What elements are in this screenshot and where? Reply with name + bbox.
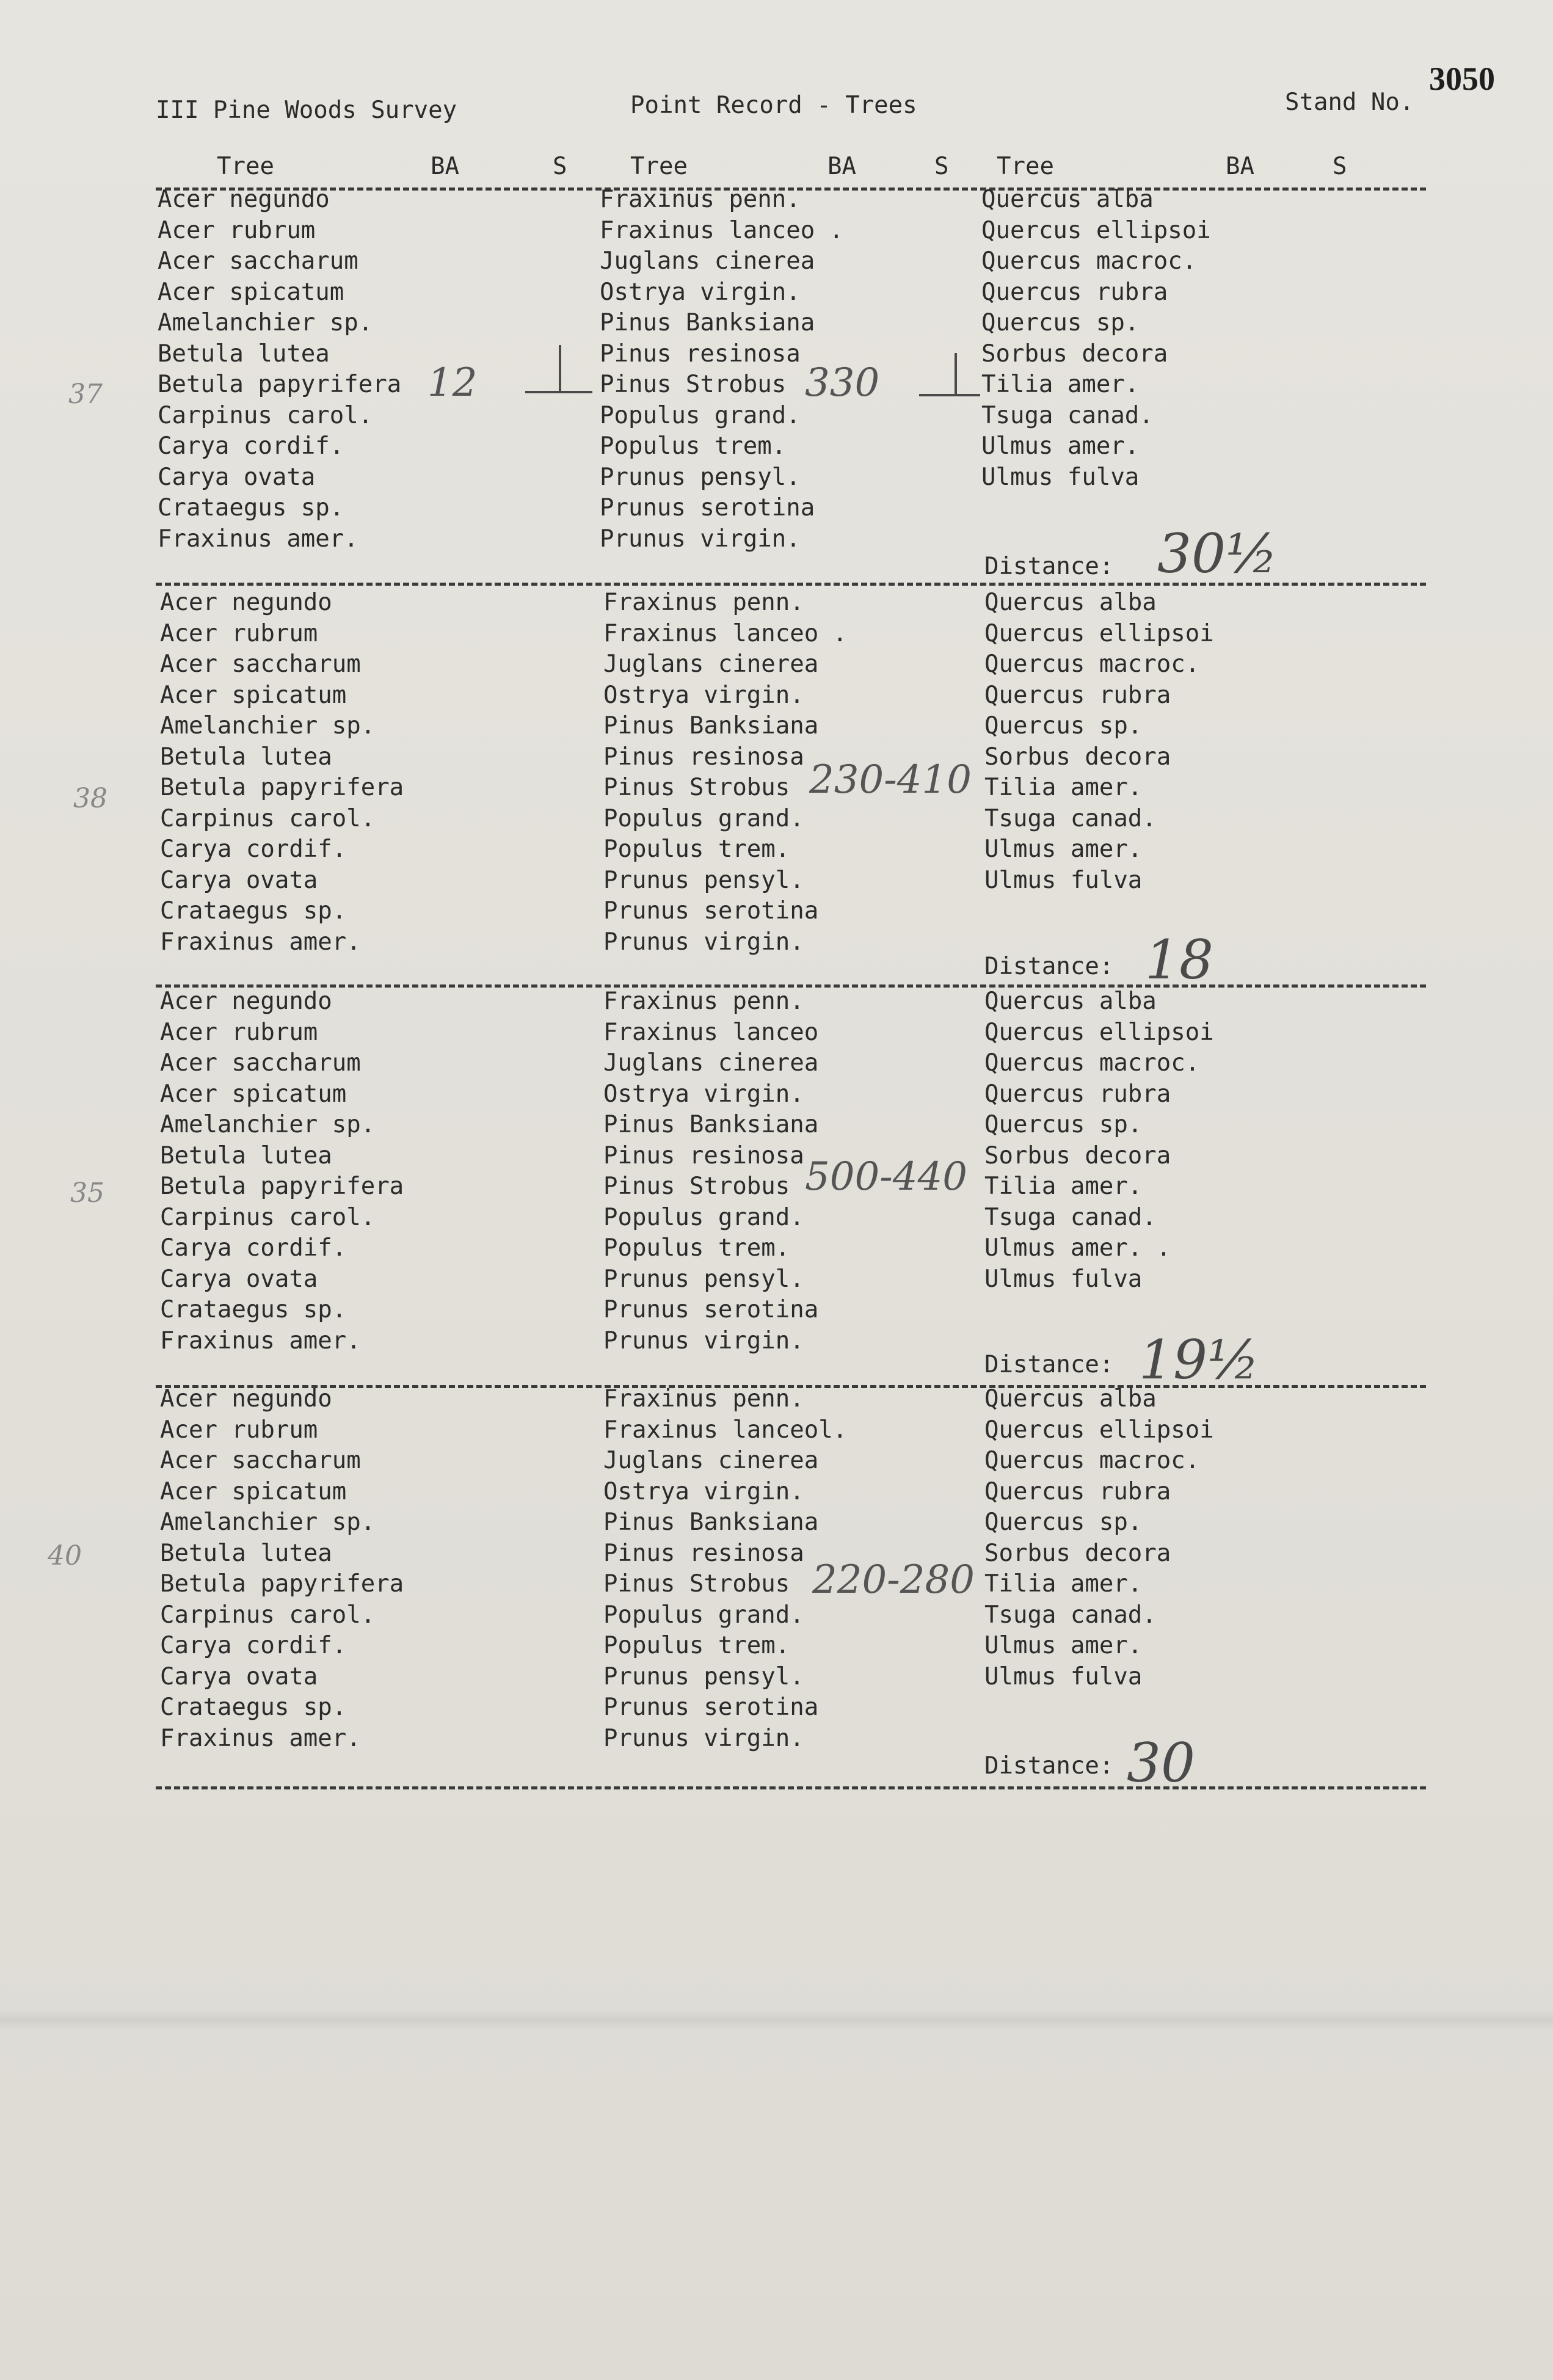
species-entry: Crataegus sp. — [160, 897, 347, 925]
species-entry: Acer rubrum — [158, 216, 316, 244]
species-entry: Prunus pensyl. — [603, 866, 804, 894]
species-entry: Populus grand. — [603, 1203, 804, 1231]
species-entry: Fraxinus penn. — [603, 1385, 804, 1413]
handwritten-distance: 18 — [1145, 928, 1213, 991]
species-entry: Acer negundo — [158, 186, 330, 213]
species-entry: Quercus rubra — [984, 1080, 1171, 1108]
species-entry: Crataegus sp. — [160, 1296, 347, 1323]
tally-mark — [559, 345, 561, 391]
species-entry: Prunus virgin. — [603, 1326, 804, 1355]
handwritten-ba: 500-440 — [805, 1154, 967, 1199]
species-entry: Carya cordif. — [160, 1632, 347, 1659]
species-entry: Quercus macroc. — [984, 650, 1200, 678]
col2-tree-header: Tree — [630, 153, 688, 180]
stand-number: 3050 — [1429, 60, 1495, 97]
species-entry: Fraxinus amer. — [160, 1326, 361, 1355]
species-entry: Tilia amer. — [981, 371, 1140, 398]
species-entry: Betula lutea — [160, 1141, 332, 1170]
species-entry: Prunus serotina — [600, 494, 815, 522]
species-entry: Carya ovata — [160, 1662, 318, 1690]
species-entry: Betula papyrifera — [158, 371, 402, 398]
species-entry: Ulmus fulva — [984, 866, 1143, 894]
species-entry: Juglans cinerea — [603, 1447, 819, 1474]
species-entry: Tilia amer. — [984, 1173, 1143, 1200]
species-entry: Acer saccharum — [160, 1049, 361, 1077]
species-entry: Quercus rubra — [984, 681, 1171, 709]
species-entry: Quercus rubra — [984, 1477, 1171, 1505]
tally-mark — [919, 394, 980, 396]
species-entry: Populus trem. — [603, 1632, 790, 1659]
species-entry: Quercus sp. — [981, 309, 1140, 337]
species-col-1 — [158, 184, 401, 555]
species-entry: Ostrya virgin. — [603, 1080, 804, 1108]
species-entry: Prunus virgin. — [600, 525, 801, 553]
paper-fold — [0, 2009, 1553, 2030]
species-entry: Tsuga canad. — [984, 1601, 1157, 1629]
species-entry: Carya cordif. — [160, 1234, 347, 1262]
species-entry: Carya cordif. — [158, 432, 344, 460]
species-entry: Quercus alba — [984, 1385, 1157, 1413]
species-entry: Acer spicatum — [160, 1080, 347, 1108]
species-entry: Populus grand. — [600, 401, 801, 429]
species-entry: Quercus alba — [984, 988, 1157, 1015]
species-entry: Acer saccharum — [160, 1447, 361, 1474]
species-entry: Prunus pensyl. — [603, 1662, 804, 1690]
handwritten-ba: 12 — [427, 360, 478, 406]
species-entry: Populus grand. — [603, 804, 804, 832]
species-entry: Prunus serotina — [603, 1296, 819, 1323]
species-col-2 — [603, 1384, 847, 1754]
species-col-3 — [984, 1384, 1214, 1692]
species-entry: Pinus resinosa — [603, 743, 804, 771]
species-entry: Tsuga canad. — [984, 1203, 1157, 1231]
col2-ba-header: BA — [827, 153, 856, 180]
species-entry: Carpinus carol. — [160, 1601, 376, 1629]
col1-tree-header: Tree — [217, 153, 274, 180]
species-entry: Quercus macroc. — [984, 1049, 1200, 1077]
species-entry: Tsuga canad. — [981, 401, 1154, 429]
species-entry: Sorbus decora — [984, 1539, 1171, 1567]
species-entry: Ulmus amer. — [984, 835, 1143, 863]
species-entry: Pinus resinosa — [603, 1539, 804, 1567]
species-entry: Fraxinus amer. — [160, 1724, 361, 1752]
distance-label: Distance: — [984, 1752, 1114, 1780]
species-entry: Fraxinus amer. — [158, 525, 358, 553]
col3-tree-header: Tree — [997, 153, 1054, 180]
distance-label: Distance: — [984, 1351, 1114, 1378]
tally-mark — [525, 391, 592, 393]
species-entry: Acer spicatum — [158, 278, 344, 306]
species-entry: Betula lutea — [158, 340, 330, 368]
species-entry: Quercus ellipsoi — [981, 216, 1211, 244]
handwritten-distance: 30 — [1127, 1731, 1195, 1794]
species-entry: Fraxinus lanceo — [603, 1018, 819, 1046]
species-entry: Fraxinus lanceol. — [603, 1416, 848, 1444]
species-entry: Pinus Banksiana — [603, 1508, 819, 1536]
species-entry: Ulmus fulva — [984, 1662, 1143, 1690]
species-entry: Fraxinus amer. — [160, 928, 361, 956]
species-entry: Carya ovata — [158, 463, 316, 491]
species-entry: Juglans cinerea — [603, 650, 819, 678]
species-col-3 — [981, 184, 1211, 493]
species-entry: Betula lutea — [160, 743, 332, 771]
species-entry: Quercus alba — [984, 589, 1157, 616]
species-col-3 — [984, 588, 1214, 896]
handwritten-distance: 30½ — [1157, 522, 1278, 585]
species-entry: Acer negundo — [160, 988, 332, 1015]
species-entry: Fraxinus lanceo . — [603, 619, 848, 647]
handwritten-ba: 230-410 — [809, 757, 972, 802]
species-entry: Pinus Banksiana — [600, 309, 815, 337]
handwritten-distance: 19½ — [1139, 1328, 1260, 1391]
species-entry: Ostrya virgin. — [600, 278, 801, 306]
col3-s-header: S — [1333, 153, 1347, 180]
species-entry: Prunus serotina — [603, 1694, 819, 1721]
species-entry: Pinus Strobus — [600, 371, 787, 398]
species-entry: Acer negundo — [160, 589, 332, 616]
species-entry: Carpinus carol. — [158, 401, 373, 429]
col3-ba-header: BA — [1226, 153, 1254, 180]
tally-mark — [955, 353, 957, 394]
species-entry: Carya ovata — [160, 866, 318, 894]
species-entry: Betula papyrifera — [160, 1570, 404, 1598]
stand-label: Stand No. — [1285, 89, 1414, 116]
col1-ba-header: BA — [431, 153, 459, 180]
species-col-1 — [160, 1384, 404, 1754]
col2-s-header: S — [934, 153, 949, 180]
species-entry: Betula papyrifera — [160, 1173, 404, 1200]
species-entry: Amelanchier sp. — [158, 309, 373, 337]
species-entry: Quercus alba — [981, 186, 1154, 213]
species-entry: Quercus sp. — [984, 712, 1143, 740]
species-entry: Sorbus decora — [981, 340, 1168, 368]
species-entry: Ulmus amer. — [981, 432, 1140, 460]
species-entry: Tilia amer. — [984, 774, 1143, 801]
species-col-3 — [984, 986, 1214, 1295]
handwritten-ba: 220-280 — [812, 1557, 975, 1603]
species-entry: Populus trem. — [600, 432, 787, 460]
species-entry: Populus trem. — [603, 1234, 790, 1262]
species-entry: Sorbus decora — [984, 743, 1171, 771]
species-entry: Pinus Strobus — [603, 1570, 790, 1598]
species-entry: Juglans cinerea — [600, 247, 815, 275]
margin-note: 35 — [70, 1177, 104, 1209]
species-col-1 — [160, 986, 404, 1356]
species-entry: Carya ovata — [160, 1265, 318, 1293]
species-entry: Acer spicatum — [160, 681, 347, 709]
species-entry: Quercus sp. — [984, 1508, 1143, 1536]
species-entry: Pinus Strobus — [603, 774, 790, 801]
species-entry: Pinus Banksiana — [603, 712, 819, 740]
species-col-2 — [603, 986, 818, 1356]
species-entry: Quercus sp. — [984, 1111, 1143, 1138]
species-entry: Fraxinus lanceo . — [600, 216, 844, 244]
species-entry: Carya cordif. — [160, 835, 347, 863]
species-entry: Prunus pensyl. — [600, 463, 801, 491]
species-entry: Fraxinus penn. — [600, 186, 801, 213]
species-entry: Pinus resinosa — [600, 340, 801, 368]
margin-note: 40 — [48, 1540, 82, 1571]
distance-label: Distance: — [984, 953, 1114, 980]
species-entry: Quercus macroc. — [981, 247, 1197, 275]
species-entry: Prunus pensyl. — [603, 1265, 804, 1293]
species-entry: Betula papyrifera — [160, 774, 404, 801]
species-entry: Tsuga canad. — [984, 804, 1157, 832]
species-entry: Prunus serotina — [603, 897, 819, 925]
species-entry: Prunus virgin. — [603, 1724, 804, 1752]
handwritten-ba: 330 — [805, 360, 880, 406]
species-entry: Betula lutea — [160, 1539, 332, 1567]
species-entry: Ostrya virgin. — [603, 681, 804, 709]
species-entry: Fraxinus penn. — [603, 988, 804, 1015]
species-entry: Pinus Strobus — [603, 1173, 790, 1200]
species-entry: Acer saccharum — [158, 247, 358, 275]
species-entry: Amelanchier sp. — [160, 712, 376, 740]
species-entry: Acer rubrum — [160, 619, 318, 647]
species-entry: Ostrya virgin. — [603, 1477, 804, 1505]
col1-s-header: S — [553, 153, 567, 180]
species-entry: Quercus rubra — [981, 278, 1168, 306]
species-entry: Populus grand. — [603, 1601, 804, 1629]
species-entry: Tilia amer. — [984, 1570, 1143, 1598]
species-col-1 — [160, 588, 404, 958]
margin-note: 37 — [68, 379, 103, 410]
section-rule-4 — [156, 1786, 1426, 1789]
species-entry: Ulmus amer. — [984, 1632, 1143, 1659]
survey-title: III Pine Woods Survey — [156, 96, 457, 124]
species-entry: Crataegus sp. — [158, 494, 344, 522]
margin-note: 38 — [73, 783, 107, 814]
species-entry: Sorbus decora — [984, 1141, 1171, 1170]
species-entry: Ulmus fulva — [981, 463, 1140, 491]
species-entry: Juglans cinerea — [603, 1049, 819, 1077]
species-entry: Quercus macroc. — [984, 1447, 1200, 1474]
species-entry: Amelanchier sp. — [160, 1111, 376, 1138]
distance-label: Distance: — [984, 553, 1114, 580]
species-entry: Fraxinus penn. — [603, 589, 804, 616]
species-entry: Populus trem. — [603, 835, 790, 863]
species-entry: Ulmus amer. . — [984, 1234, 1171, 1262]
species-entry: Prunus virgin. — [603, 928, 804, 956]
species-entry: Ulmus fulva — [984, 1265, 1143, 1293]
species-entry: Carpinus carol. — [160, 1203, 376, 1231]
species-entry: Quercus ellipsoi — [984, 619, 1214, 647]
species-entry: Quercus ellipsoi — [984, 1018, 1214, 1046]
record-title: Point Record - Trees — [630, 92, 917, 119]
species-entry: Pinus resinosa — [603, 1141, 804, 1170]
species-entry: Pinus Banksiana — [603, 1111, 819, 1138]
species-entry: Acer spicatum — [160, 1477, 347, 1505]
species-entry: Carpinus carol. — [160, 804, 376, 832]
species-entry: Acer saccharum — [160, 650, 361, 678]
species-entry: Amelanchier sp. — [160, 1508, 376, 1536]
species-entry: Quercus ellipsoi — [984, 1416, 1214, 1444]
species-entry: Acer rubrum — [160, 1018, 318, 1046]
species-entry: Acer rubrum — [160, 1416, 318, 1444]
species-entry: Crataegus sp. — [160, 1694, 347, 1721]
species-entry: Acer negundo — [160, 1385, 332, 1413]
